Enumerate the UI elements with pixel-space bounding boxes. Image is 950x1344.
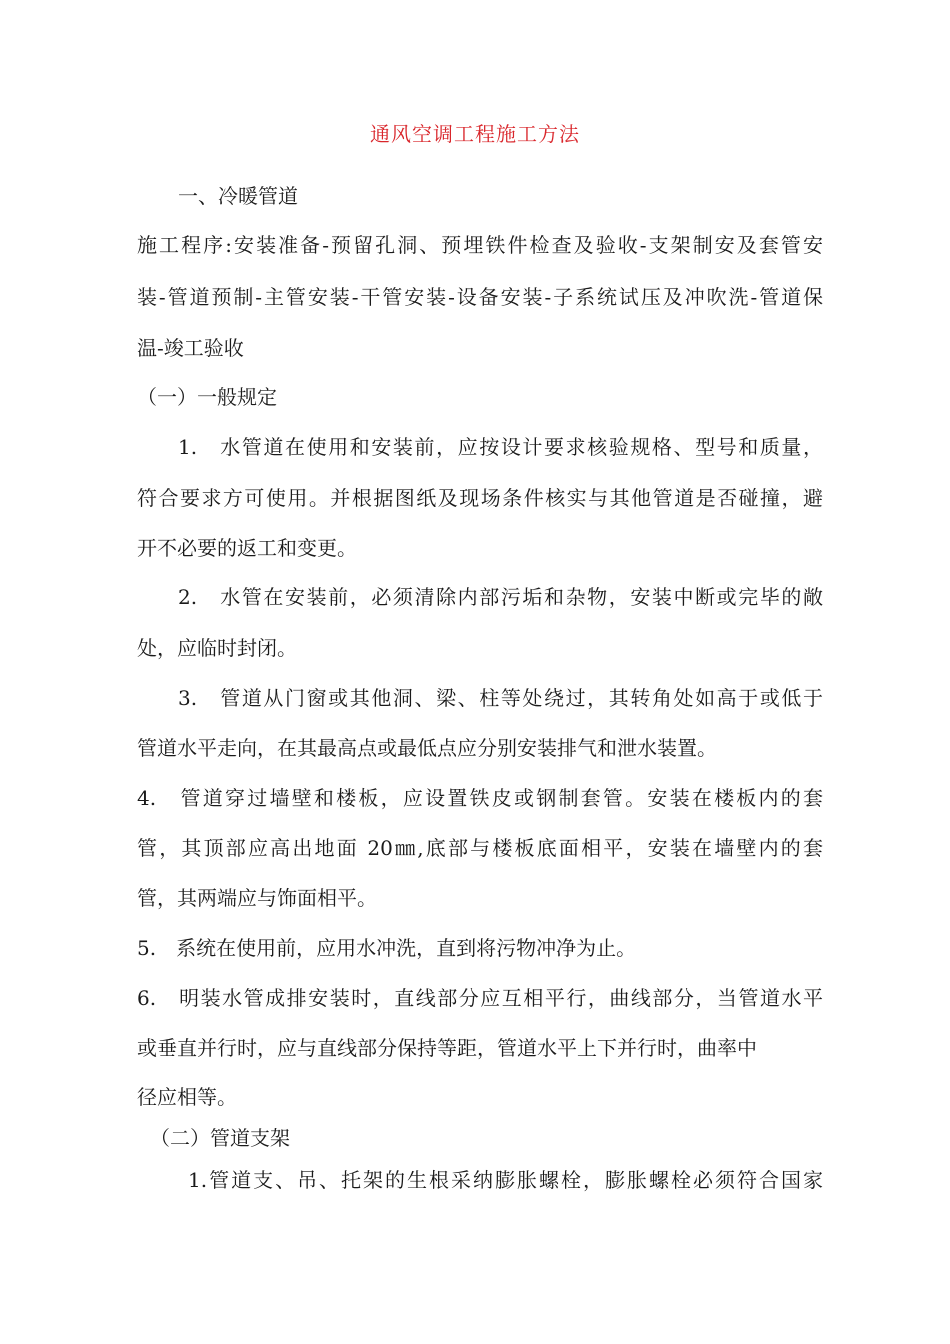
paragraph-line: 管道水平走向，在其最高点或最低点应分别安装排气和泄水装置。 [137, 736, 717, 760]
paragraph-line: 处，应临时封闭。 [137, 636, 297, 660]
subsection-heading-general: （一）一般规定 [137, 385, 277, 409]
list-item-line: 4. 管道穿过墙壁和楼板，应设置铁皮或钢制套管。安装在楼板内的套 [137, 786, 823, 810]
paragraph-line: 施工程序:安装准备-预留孔洞、预埋铁件检查及验收-支架制安及套管安 [137, 233, 823, 257]
paragraph-line: 径应相等。 [137, 1085, 237, 1109]
list-item-line: 6. 明装水管成排安装时，直线部分应互相平行，曲线部分，当管道水平 [137, 986, 823, 1010]
list-item-line: 1.管道支、吊、托架的生根采纳膨胀螺栓，膨胀螺栓必须符合国家 [188, 1168, 823, 1192]
paragraph-line: 开不必要的返工和变更。 [137, 536, 357, 560]
paragraph-line: 温-竣工验收 [137, 336, 244, 360]
list-item-line: 2. 水管在安装前，必须清除内部污垢和杂物，安装中断或完毕的敞 [178, 585, 823, 609]
section-heading-cold-warm-pipes: 一、冷暖管道 [178, 184, 298, 208]
paragraph-line: 管，其两端应与饰面相平。 [137, 886, 377, 910]
subsection-heading-pipe-supports: （二）管道支架 [150, 1126, 290, 1150]
paragraph-line: 符合要求方可使用。并根据图纸及现场条件核实与其他管道是否碰撞，避 [137, 486, 823, 510]
list-item-line: 3. 管道从门窗或其他洞、梁、柱等处绕过，其转角处如高于或低于 [178, 686, 823, 710]
paragraph-line: 或垂直并行时，应与直线部分保持等距，管道水平上下并行时，曲率中 [137, 1036, 757, 1060]
paragraph-line: 装-管道预制-主管安装-干管安装-设备安装-子系统试压及冲吹洗-管道保 [137, 285, 823, 309]
list-item-line: 5. 系统在使用前，应用水冲洗，直到将污物冲净为止。 [137, 936, 637, 960]
list-item-line: 1. 水管道在使用和安装前，应按设计要求核验规格、型号和质量， [178, 435, 823, 459]
page-title: 通风空调工程施工方法 [370, 122, 580, 146]
paragraph-line: 管，其顶部应高出地面 20㎜,底部与楼板底面相平，安装在墙壁内的套 [137, 836, 823, 860]
